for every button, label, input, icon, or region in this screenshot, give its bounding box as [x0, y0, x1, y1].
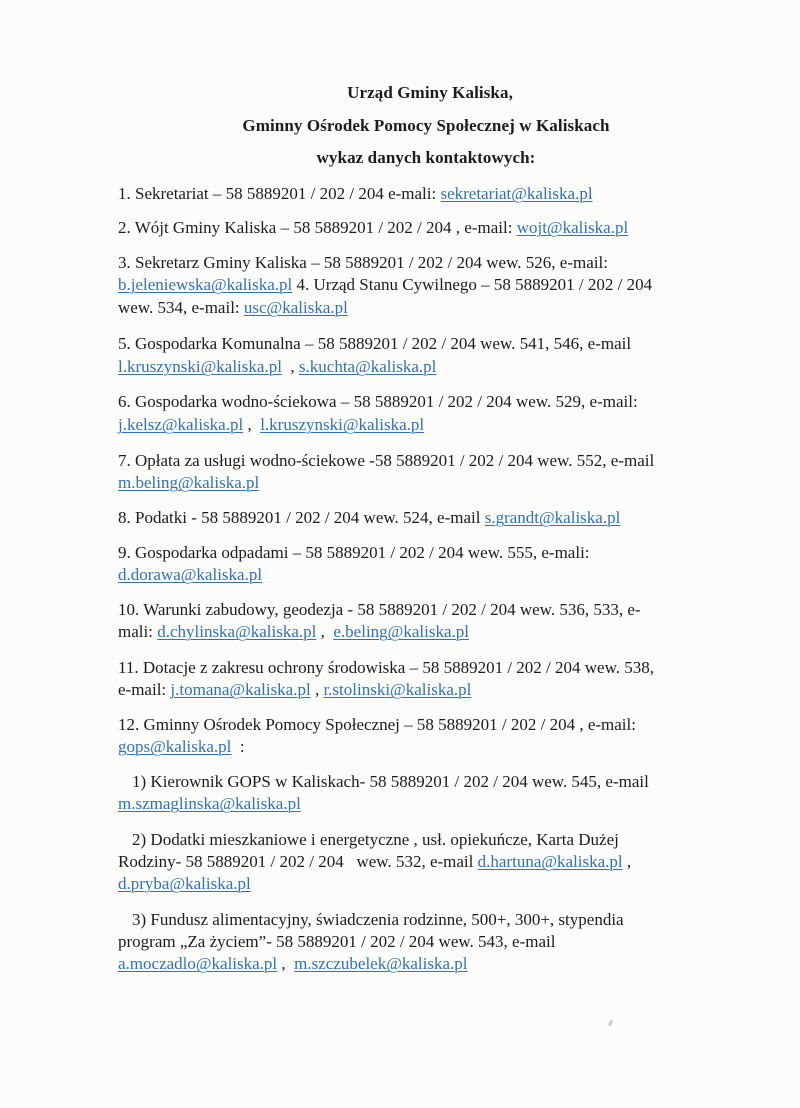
email-link-gops[interactable]: gops@kaliska.pl [118, 737, 232, 756]
sub-1-line-1 [132, 771, 649, 793]
email-link-sekretariat[interactable]: sekretariat@kaliska.pl [440, 184, 593, 203]
email-link-hartuna[interactable]: d.hartuna@kaliska.pl [477, 852, 623, 871]
item-3-line-2 [118, 274, 652, 296]
email-link-kelsz[interactable]: j.kelsz@kaliska.pl [118, 415, 244, 434]
item-6-line-2 [118, 414, 424, 436]
email-link-m-beling[interactable]: m.beling@kaliska.pl [118, 473, 260, 492]
scan-speck [608, 1020, 613, 1027]
heading-center: Gminny Ośrodek Pomocy Społecznej w Kaliskach [242, 116, 610, 135]
email-link-kuchta[interactable]: s.kuchta@kaliska.pl [298, 357, 437, 376]
email-link-szmaglinska[interactable]: m.szmaglinska@kaliska.pl [118, 794, 301, 813]
sub-3-text-cont: program „Za życiem”- 58 5889201 / 202 / 204 wew. 543, e-mail [118, 932, 556, 951]
item-8-text: 8. Podatki - 58 5889201 / 202 / 204 wew. 524, e-mail [118, 508, 485, 527]
email-link-stolinski[interactable]: r.stolinski@kaliska.pl [323, 680, 472, 699]
item-4-text: 4. Urząd Stanu Cywilnego – 58 5889201 / 202 / 204 [292, 275, 653, 294]
email-link-usc[interactable]: usc@kaliska.pl [243, 298, 348, 317]
email-link-kruszynski-2[interactable]: l.kruszynski@kaliska.pl [260, 415, 425, 434]
item-3-text: 3. Sekretarz Gminy Kaliska – 58 5889201 / 202 / 204 wew. 526, e-mail: [118, 253, 608, 272]
item-11-text: 11. Dotacje z zakresu ochrony środowiska – 58 5889201 / 202 / 204 wew. 538, [118, 658, 655, 677]
item-12-line-2 [118, 736, 245, 758]
sub-2-line-2 [118, 851, 631, 873]
item-10-line-2 [118, 621, 469, 643]
item-8-line [118, 507, 620, 529]
item-10-line-1 [118, 599, 641, 621]
item-9-line-2 [118, 564, 262, 586]
email-link-e-beling[interactable]: e.beling@kaliska.pl [333, 622, 469, 641]
sub-2-line-1 [132, 829, 619, 851]
item-11-line-1 [118, 657, 654, 679]
item-6-line-1 [118, 391, 638, 413]
item-1-text: 1. Sekretariat – 58 5889201 / 202 / 204 e-mali: [118, 184, 441, 203]
email-link-pryba[interactable]: d.pryba@kaliska.pl [118, 874, 251, 893]
item-4-text-wew: wew. 534, e-mail: [118, 298, 244, 317]
item-1-line [118, 183, 593, 205]
sub-1-line-2 [118, 793, 301, 815]
item-9-text: 9. Gospodarka odpadami – 58 5889201 / 202 / 204 wew. 555, e-mali: [118, 543, 590, 562]
sub-2-text: 2) Dodatki mieszkaniowe i energetyczne , usł. opiekuńcze, Karta Dużej [132, 830, 619, 849]
item-11-text-cont: e-mail: [118, 680, 171, 699]
item-12-text: 12. Gminny Ośrodek Pomocy Społecznej – 58 5889201 / 202 / 204 , e-mail: [118, 715, 636, 734]
email-link-kruszynski[interactable]: l.kruszynski@kaliska.pl [118, 357, 282, 376]
email-link-dorawa[interactable]: d.dorawa@kaliska.pl [118, 565, 263, 584]
item-7-line-1 [118, 450, 654, 472]
item-6-separator: , [243, 415, 261, 434]
email-link-moczadlo[interactable]: a.moczadlo@kaliska.pl [118, 954, 278, 973]
sub-3-line-3 [118, 953, 468, 975]
sub-2-line-3 [118, 873, 251, 895]
item-10-separator: , [316, 622, 334, 641]
item-7-line-2 [118, 472, 259, 494]
email-link-szczubelek[interactable]: m.szczubelek@kaliska.pl [294, 954, 468, 973]
sub-2-text-cont: Rodziny- 58 5889201 / 202 / 204 wew. 532, e-mail [118, 852, 478, 871]
sub-1-text: 1) Kierownik GOPS w Kaliskach- 58 5889201 / 202 / 204 wew. 545, e-mail [132, 772, 649, 791]
email-link-grandt[interactable]: s.grandt@kaliska.pl [484, 508, 621, 527]
item-5-text: 5. Gospodarka Komunalna – 58 5889201 / 202 / 204 wew. 541, 546, e-mail [118, 334, 632, 353]
heading-list-title: wykaz danych kontaktowych: [316, 148, 536, 167]
item-7-text: 7. Opłata za usługi wodno-ściekowe -58 5889201 / 202 / 204 wew. 552, e-mail [118, 451, 655, 470]
item-9-line-1 [118, 542, 590, 564]
item-12-line-1 [118, 714, 636, 736]
item-5-line-2 [118, 356, 436, 378]
sub-3-text: 3) Fundusz alimentacyjny, świadczenia rodzinne, 500+, 300+, stypendia [132, 910, 624, 929]
item-10-text: 10. Warunki zabudowy, geodezja - 58 5889201 / 202 / 204 wew. 536, 533, e- [118, 600, 641, 619]
item-5-line-1 [118, 333, 631, 355]
item-12-colon: : [231, 737, 245, 756]
sub-3-line-1 [132, 909, 624, 931]
email-link-wojt[interactable]: wojt@kaliska.pl [516, 218, 629, 237]
item-3-line-1 [118, 252, 608, 274]
item-11-line-2 [118, 679, 471, 701]
sub-3-line-2 [118, 931, 555, 953]
item-2-text: 2. Wójt Gminy Kaliska – 58 5889201 / 202 / 204 , e-mail: [118, 218, 517, 237]
item-5-separator: , [281, 357, 299, 376]
item-4-line-2 [118, 297, 348, 319]
item-11-separator: , [310, 680, 324, 699]
heading-office: Urząd Gminy Kaliska, [347, 83, 513, 102]
email-link-tomana[interactable]: j.tomana@kaliska.pl [170, 680, 311, 699]
item-6-text: 6. Gospodarka wodno-ściekowa – 58 5889201 / 202 / 204 wew. 529, e-mail: [118, 392, 638, 411]
email-link-jeleniewska[interactable]: b.jeleniewska@kaliska.pl [118, 275, 293, 294]
sub-3-separator: , [277, 954, 295, 973]
item-2-line [118, 217, 628, 239]
item-10-text-cont: mali: [118, 622, 158, 641]
sub-2-separator: , [622, 852, 632, 871]
email-link-chylinska[interactable]: d.chylinska@kaliska.pl [157, 622, 317, 641]
